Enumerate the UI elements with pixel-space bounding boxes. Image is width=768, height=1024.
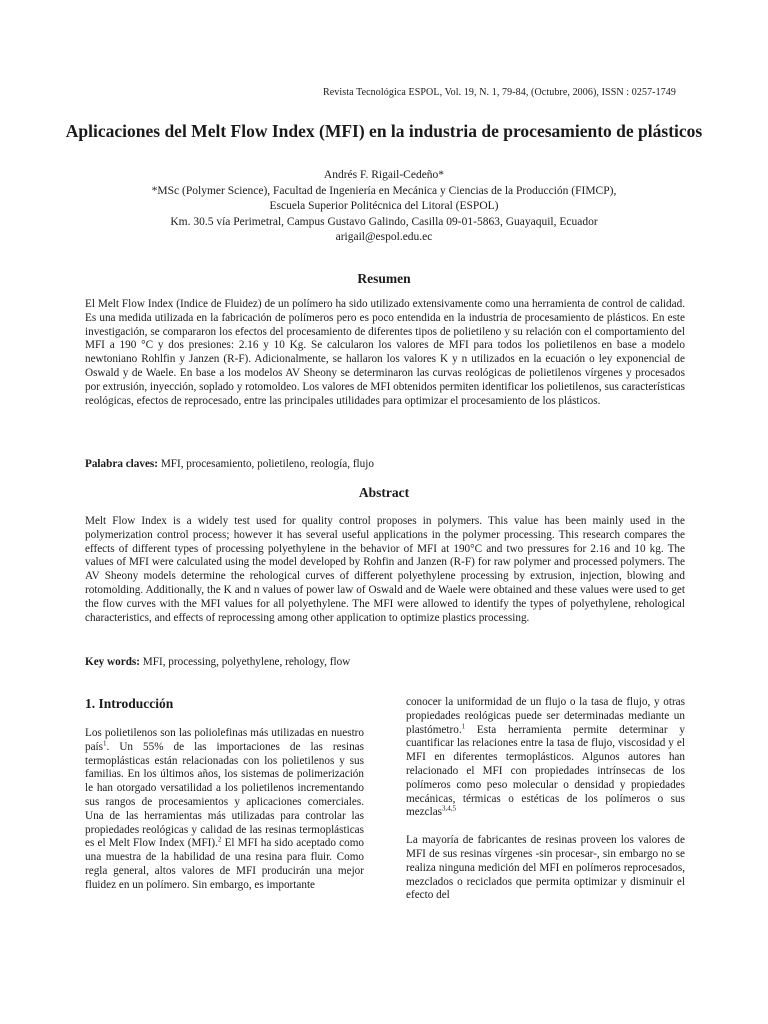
- abstract-keywords-label: Key words:: [85, 656, 140, 668]
- intro-right-text-2: Esta herramienta permite determinar y cuantificar las relaciones entre la tasa de flujo, viscosidad y el MFI en diferentes termoplásticos. Algunos autores han relacionado el MFI con propiedades intrínsecas de los polímeros como peso molecular o densidad y propiedades mecánicas, térmicas o estéticas de los polímeros o sus mezclas: [406, 723, 685, 819]
- abstract-keywords-list: MFI, processing, polyethylene, rehology, flow: [140, 656, 351, 668]
- journal-reference: Revista Tecnológica ESPOL, Vol. 19, N. 1, 79-84, (Octubre, 2006), ISSN : 0257-1749: [322, 87, 676, 98]
- intro-right-column: [406, 696, 685, 903]
- abstract-text: Melt Flow Index is a widely test used for quality control proposes in polymers. This value has been mainly used in the polymerization control process; however it has several useful applications in the polymer processing. This research compares the effects of different types of processing polyethylene in the behavior of MFI at 190°C and two pressures for 2.16 and 10 kg. The values of MFI were calculated using the model developed by Rohfin and Janzen (R-F) for raw polymer and processed polymers. The AV Sheony models determine the rehological curves of different polyethylene processing by extrusion, injection, blowing and rotomolding. Additionally, the K and n values of power law of Oswald and de Waele were obtained and these values were used to get the flow curves with the MFI values for all polyethylene. The MFI were allowed to identify the types of polyethylene, rehological characteristics, and effects of reprocessing among other application to optimize plastics processing.: [85, 515, 685, 624]
- intro-left-text-2: . Un 55% de las importaciones de las resinas termoplásticas están relacionadas con los polietilenos y sus familias. En los últimos años, los sistemas de polimerización le han otorgado versatilidad a los polietilenos incrementando sus rangos de procesamientos y aplicaciones comerciales. Una de las herramientas más utilizadas para controlar las propiedades reológicas y calidad de las resinas termoplásticas es el Melt Flow Index (MFI).: [85, 740, 364, 850]
- author-affiliation-line2: Escuela Superior Politécnica del Litoral (ESPOL): [269, 200, 499, 212]
- abstract-heading: Abstract: [358, 485, 410, 500]
- resumen-text: El Melt Flow Index (Indice de Fluidez) de un polímero ha sido utilizado extensivamente como una herramienta de control de calidad. Es una medida utilizada en la fabricación de polímeros pero es poco entendida en la industria de procesamiento de plásticos. En este investigación, se compararon los efectos del procesamiento de diferentes tipos de polietileno y su relación con el comportamiento del MFI a 190 °C y dos presiones: 2.16 y 10 Kg. Se calcularon los valores de MFI para todos los polietilenos en base a modelo newtoniano Rohlfin y Janzen (R-F). Adicionalmente, se hallaron los valores K y n utilizados en la ecuación o ley exponencial de Oswald y de Waele. En base a los modelos AV Sheony se determinaron las curvas reológicas de polietilenos vírgenes y procesados por extrusión, inyección, soplado y rotomoldeo. Los valores de MFI obtenidos permiten identificar los polietilenos, sus características reológicas, efectos de reprocesado, entre las principales utilidades para optimizar el procesamiento de los plásticos.: [85, 298, 685, 407]
- section-heading-introduccion: 1. Introducción: [85, 696, 174, 711]
- citation-sup: 1: [103, 739, 107, 748]
- intro-left-text-1: Los polietilenos son las poliolefinas más utilizadas en nuestro país: [85, 727, 364, 753]
- intro-right-paragraph-2: La mayoría de fabricantes de resinas proveen los valores de MFI de sus resinas vírgenes -sin procesar-, sin embargo no se realiza ninguna medición del MFI en polímeros reprocesados, mezclados o reciclados que permita optimizar y disminuir el efecto del: [406, 834, 685, 902]
- author-email: arigail@espol.edu.ec: [335, 231, 433, 243]
- resumen-keywords-label: Palabra claves:: [85, 458, 159, 470]
- author-block: [60, 168, 708, 246]
- intro-right-text-1: conocer la uniformidad de un flujo o la tasa de flujo, y otras propiedades reológicas puede ser determinadas mediante un plastómetro.: [406, 696, 685, 736]
- intro-left-column: [85, 727, 364, 893]
- citation-sup: 2: [217, 835, 222, 844]
- resumen-keywords-list: MFI, procesamiento, polietileno, reología, flujo: [158, 458, 374, 470]
- author-affiliation-line1: *MSc (Polymer Science), Facultad de Ingeniería en Mecánica y Ciencias de la Producción (FIMCP),: [151, 184, 617, 197]
- paper-title: Aplicaciones del Melt Flow Index (MFI) en la industria de procesamiento de plásticos: [65, 121, 703, 141]
- citation-sup: 3,4,5: [442, 804, 457, 813]
- intro-left-paragraph: [85, 727, 364, 893]
- author-address: Km. 30.5 vía Perimetral, Campus Gustavo Galindo, Casilla 09-01-5863, Guayaquil, Ecuador: [170, 215, 598, 228]
- resumen-heading: Resumen: [357, 271, 411, 286]
- resumen-keywords: [85, 458, 374, 470]
- intro-right-paragraph-1: [406, 696, 685, 820]
- author-name: Andrés F. Rigail-Cedeño*: [323, 169, 445, 181]
- citation-sup: 1: [461, 721, 466, 730]
- intro-left-text-3: El MFI ha sido aceptado como una muestra de la habilidad de una resina para fluir. Como regla general, altos valores de MFI producirán una mejor fluidez en un polímero. Sin embargo, es importante: [85, 837, 364, 891]
- abstract-keywords: [85, 656, 350, 668]
